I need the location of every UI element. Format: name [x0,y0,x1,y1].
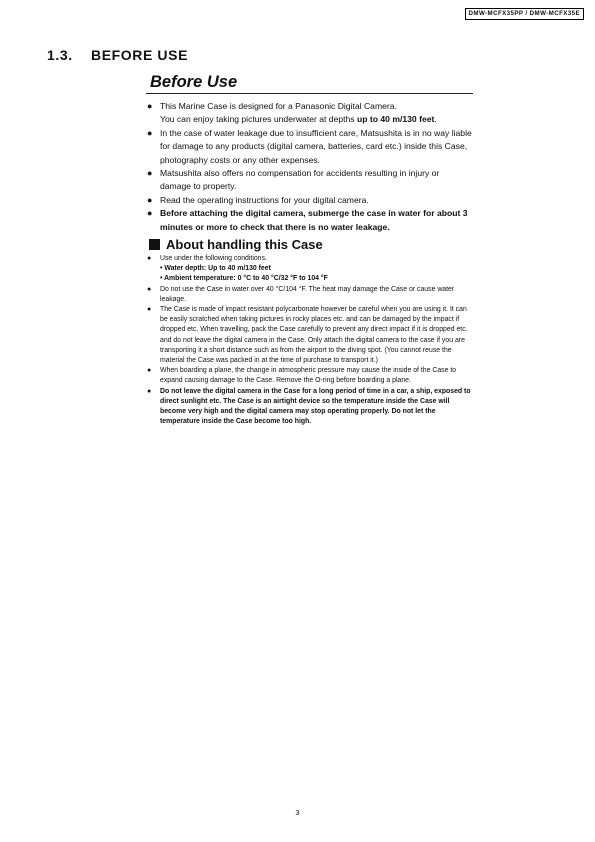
model-number-tag: DMW-MCFX35PP / DMW-MCFX35E [465,8,584,20]
section-title: BEFORE USE [91,47,189,63]
list-item [146,254,472,285]
before-use-list [146,100,472,234]
bullet-icon: ● [147,255,152,262]
item-text: In the case of water leakage due to insufficient care, Matsushita is in no way liable for damage to any products (digital camera, batteries, card etc.) inside this Case, photography costs or any other expenses. [160,127,472,165]
item-text: When boarding a plane, the change in atmospheric pressure may cause the inside of the Case to expand causing damage to the Case. Remove the O-ring before boarding a plane. [160,367,457,385]
list-item [146,100,472,127]
list-item [146,127,472,167]
item-line-end: . [434,114,437,125]
list-item [146,194,472,207]
section-number: 1.3. [47,47,73,63]
item-text: Matsushita also offers no compensation for accidents resulting in injury or damage to property. [160,168,440,192]
list-item [146,167,472,194]
bullet-icon: ● [147,285,152,293]
list-item [146,285,472,305]
subtitle-rule [146,93,473,94]
page-subtitle: Before Use [150,73,238,91]
item-emphasis: up to 40 m/130 feet [357,114,435,125]
list-item [146,305,472,366]
bullet-icon: ● [147,367,152,375]
bullet-icon: ● [147,306,152,314]
bullet-icon: ● [147,194,153,205]
item-text-bold: Before attaching the digital camera, submerge the case in water for about 3 minutes or more to check that there is no water leakage. [160,208,468,232]
handling-heading [149,237,323,252]
condition-temperature: • Ambient temperature: 0 °C to 40 °C/32 °F to 104 °F [160,275,328,283]
square-bullet-icon [149,239,160,250]
page-number: 3 [295,808,300,817]
bullet-icon: ● [147,387,152,395]
item-line: This Marine Case is designed for a Panasonic Digital Camera. [160,101,397,111]
section-heading [47,47,188,63]
list-item [146,207,472,234]
item-text: Use under the following conditions. [160,255,267,262]
item-text: The Case is made of impact resistant polycarbonate however be careful when you are using it. It can be easily scratched when taking pictures in rocky places etc. and can be damaged by the impact if dropped etc. When travelling, pack the Case carefully to prevent any direct impact if it is dropped etc. and do not leave the digital camera in the Case. Only attach the digital camera to the case if you are transporting it a short distance such as from the airport to the diving spot. (You cannot reuse the material the Case was packed in at the time of purchase to transport it.) [160,306,468,365]
handling-list [146,254,472,427]
condition-depth: • Water depth: Up to 40 m/130 feet [160,265,271,273]
list-item [146,387,472,428]
item-text: Read the operating instructions for your digital camera. [160,194,369,205]
list-item [146,366,472,386]
item-line: You can enjoy taking pictures underwater at depths [160,114,357,125]
bullet-icon: ● [147,101,153,111]
bullet-icon: ● [147,208,153,219]
handling-heading-text: About handling this Case [166,237,323,252]
item-text: Do not use the Case in water over 40 °C/104 °F. The heat may damage the Case or cause water leakage. [160,285,455,303]
bullet-icon: ● [147,127,153,138]
item-text-bold: Do not leave the digital camera in the Case for a long period of time in a car, a ship, exposed to direct sunlight etc. The Case is an airtight device so the temperature inside the Case will become very high and the digital camera may stop operating properly. Do not let the temperature inside the Case become too high. [160,387,471,426]
bullet-icon: ● [147,168,153,179]
